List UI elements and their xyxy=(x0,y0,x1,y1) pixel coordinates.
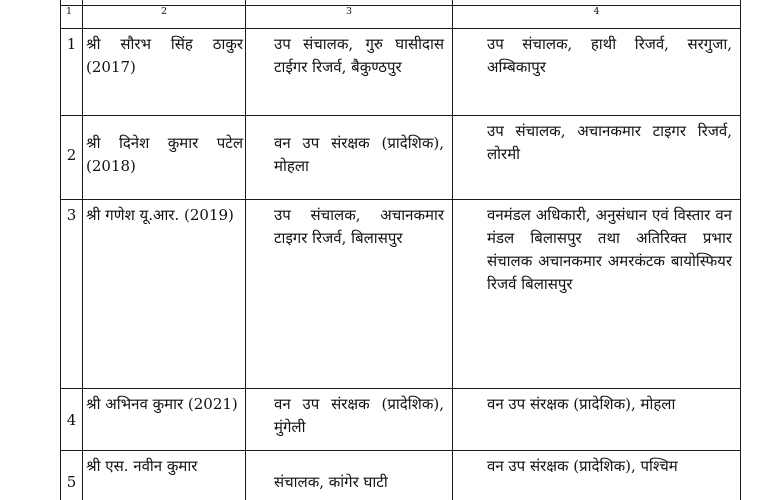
table-row xyxy=(61,116,741,200)
officer-name: श्री सौरभ सिंह ठाकुर (2017) xyxy=(86,35,243,76)
posting-new: वन उप संरक्षक (प्रादेशिक), पश्चिम xyxy=(487,457,678,475)
posting-new: उप संचालक, हाथी रिजर्व, सरगुजा, अम्बिकापुर xyxy=(487,35,732,76)
table-row xyxy=(61,29,741,116)
serial-number: 1 xyxy=(66,35,77,53)
officer-name: श्री अभिनव कुमार (2021) xyxy=(86,395,238,413)
serial-number: 2 xyxy=(66,146,77,164)
posting-current: वन उप संरक्षक (प्रादेशिक), मुंगेली xyxy=(274,395,444,436)
posting-current: उप संचालक, गुरु घासीदास टाईगर रिजर्व, बैकुण्ठपुर xyxy=(274,35,444,76)
posting-current: संचालक, कांगेर घाटी xyxy=(274,473,388,491)
officer-name: श्री एस. नवीन कुमार xyxy=(86,457,198,475)
table-row xyxy=(61,389,741,451)
posting-new: उप संचालक, अचानकमार टाइगर रिजर्व, लोरमी xyxy=(487,122,732,163)
officer-name: श्री गणेश यू.आर. (2019) xyxy=(86,206,234,224)
column-number: 2 xyxy=(83,6,246,29)
posting-new: वन उप संरक्षक (प्रादेशिक), मोहला xyxy=(487,395,676,413)
serial-number: 3 xyxy=(66,206,77,224)
serial-number: 5 xyxy=(66,473,77,491)
table-row xyxy=(61,200,741,389)
officer-name: श्री दिनेश कुमार पटेल (2018) xyxy=(86,134,243,175)
officer-transfer-table xyxy=(60,0,741,500)
column-number: 4 xyxy=(453,6,741,29)
posting-current: वन उप संरक्षक (प्रादेशिक), मोहला xyxy=(274,134,444,175)
column-number: 1 xyxy=(61,6,83,29)
column-number: 3 xyxy=(246,6,453,29)
posting-new: वनमंडल अधिकारी, अनुसंधान एवं विस्तार वन मंडल बिलासपुर तथा अतिरिक्त प्रभार संचालक अचानकमार अमरकंटक बायोस्फियर रिजर्व बिलासपुर xyxy=(487,206,732,293)
serial-number: 4 xyxy=(66,411,77,429)
table-row xyxy=(61,451,741,500)
column-number-row xyxy=(61,6,741,29)
posting-current: उप संचालक, अचानकमार टाइगर रिजर्व, बिलासपुर xyxy=(274,206,444,247)
